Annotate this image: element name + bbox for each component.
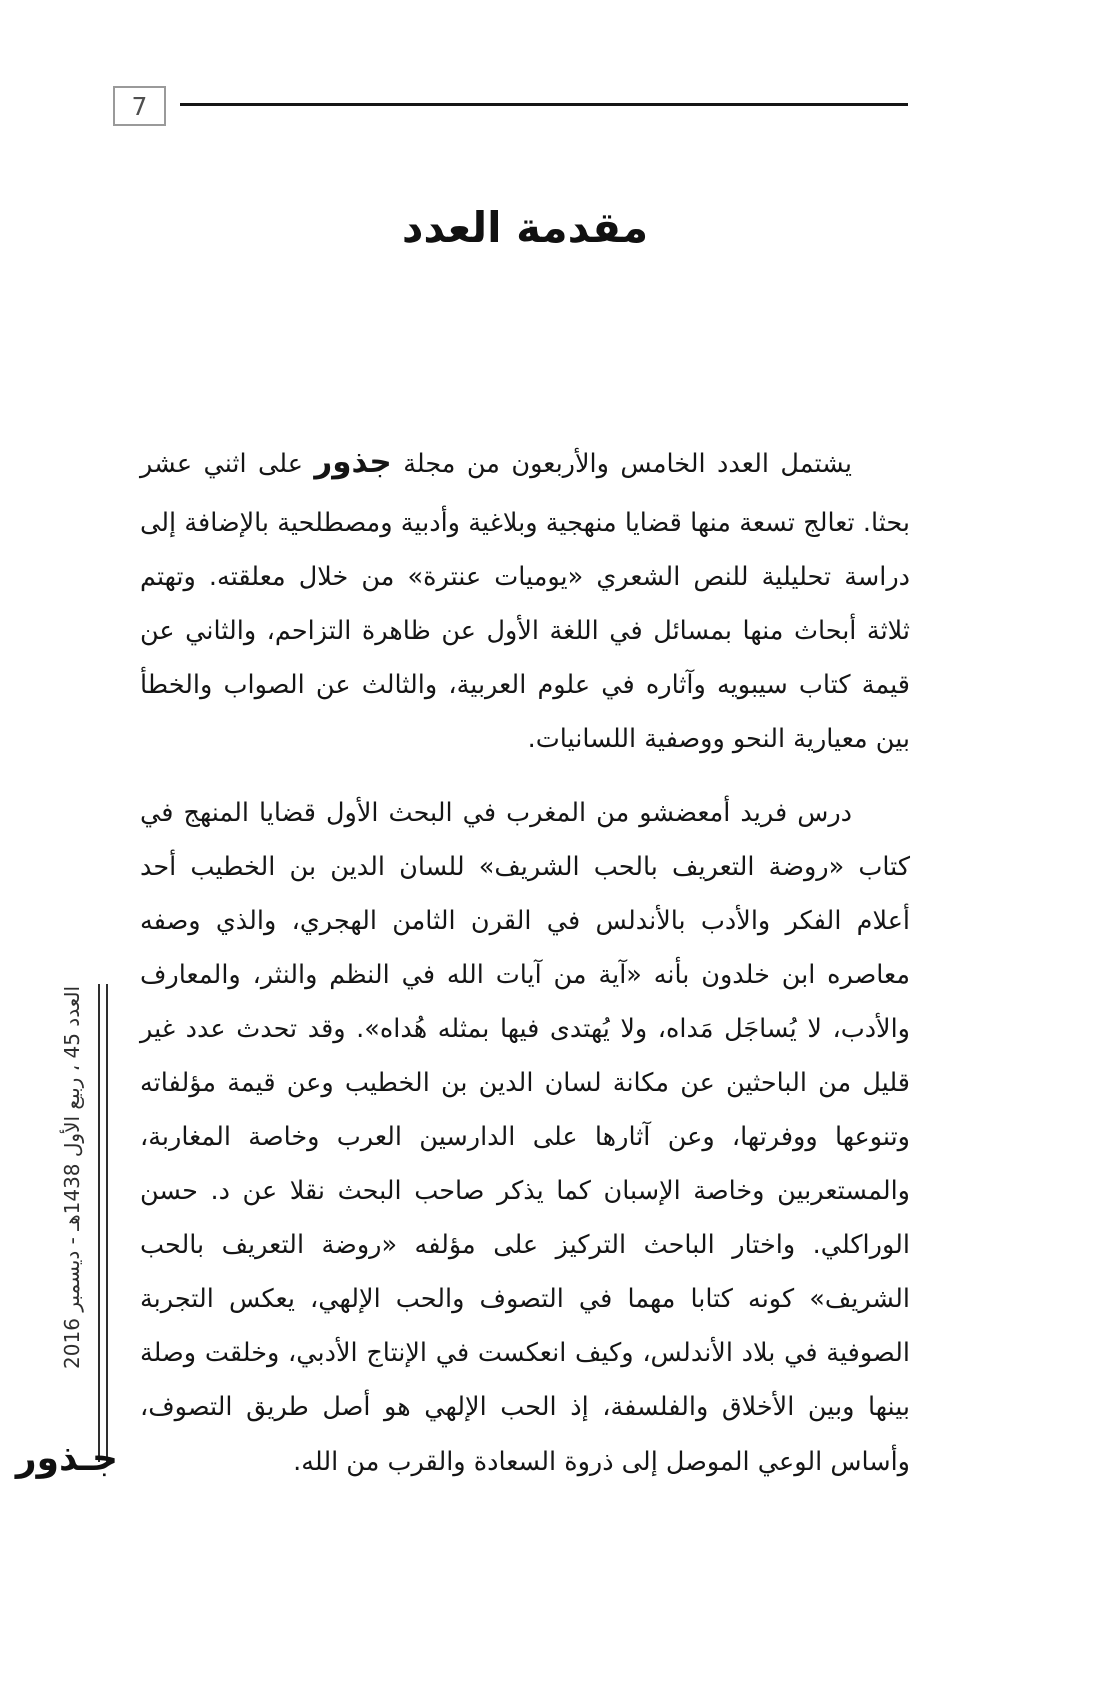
paragraph-1 <box>140 430 910 766</box>
sidebar-issue-info: العدد 45 ، ربيع الأول 1438هـ - ديسمبر 2016 <box>60 986 84 1369</box>
body-text <box>140 430 910 1489</box>
page-number: 7 <box>131 91 148 121</box>
paragraph-2: درس فريد أمعضشو من المغرب في البحث الأول قضايا المنهج في كتاب «روضة التعريف بالحب الشريف» للسان الدين بن الخطيب أحد أعلام الفكر والأدب بالأندلس في القرن الثامن الهجري، والذي وصفه معاصره ابن خلدون بأنه «آية من آيات الله في النظم والنثر، والمعارف والأدب، لا يُساجَل مَداه، ولا يُهتدى فيها بمثله هُداه». وقد تحدث عدد غير قليل من الباحثين عن مكانة لسان الدين بن الخطيب وعن قيمة مؤلفاته وتنوعها ووفرتها، وعن آثارها على الدارسين العرب وخاصة المغاربة، والمستعربين وخاصة الإسبان كما يذكر صاحب البحث نقلا عن د. حسن الوراكلي. واختار الباحث التركيز على مؤلفه «روضة التعريف بالحب الشريف» كونه كتابا مهما في التصوف والحب الإلهي، يعكس التجربة الصوفية في بلاد الأندلس، وكيف انعكست في الإنتاج الأدبي، وخلقت وصلة بينها وبين الأخلاق والفلسفة، إذ الحب الإلهي هو أصل طريق التصوف، وأساس الوعي الموصل إلى ذروة السعادة والقرب من الله. <box>140 797 910 1477</box>
footer-journal-logo: جـذور <box>15 1438 118 1479</box>
sidebar-double-rule <box>98 984 108 1462</box>
page-title: مقدمة العدد <box>401 203 649 252</box>
paragraph-1-lead: يشتمل العدد الخامس والأربعون من مجلة <box>391 449 852 479</box>
paragraph-1-rest: على اثني عشر بحثا. تعالج تسعة منها قضايا منهجية وبلاغية وأدبية ومصطلحية بالإضافة إلى دراسة تحليلية للنص الشعري «يوميات عنترة» من خلال معلقته. وتهتم ثلاثة أبحاث منها بمسائل في اللغة الأول عن ظاهرة التزاحم، والثاني عن قيمة كتاب سيبويه وآثاره في علوم العربية، والثالث عن الصواب والخطأ بين معيارية النحو ووصفية اللسانيات. <box>140 449 910 754</box>
page-number-box <box>113 86 166 126</box>
header-rule <box>180 103 908 106</box>
inline-journal-logo: جذور <box>314 444 392 480</box>
